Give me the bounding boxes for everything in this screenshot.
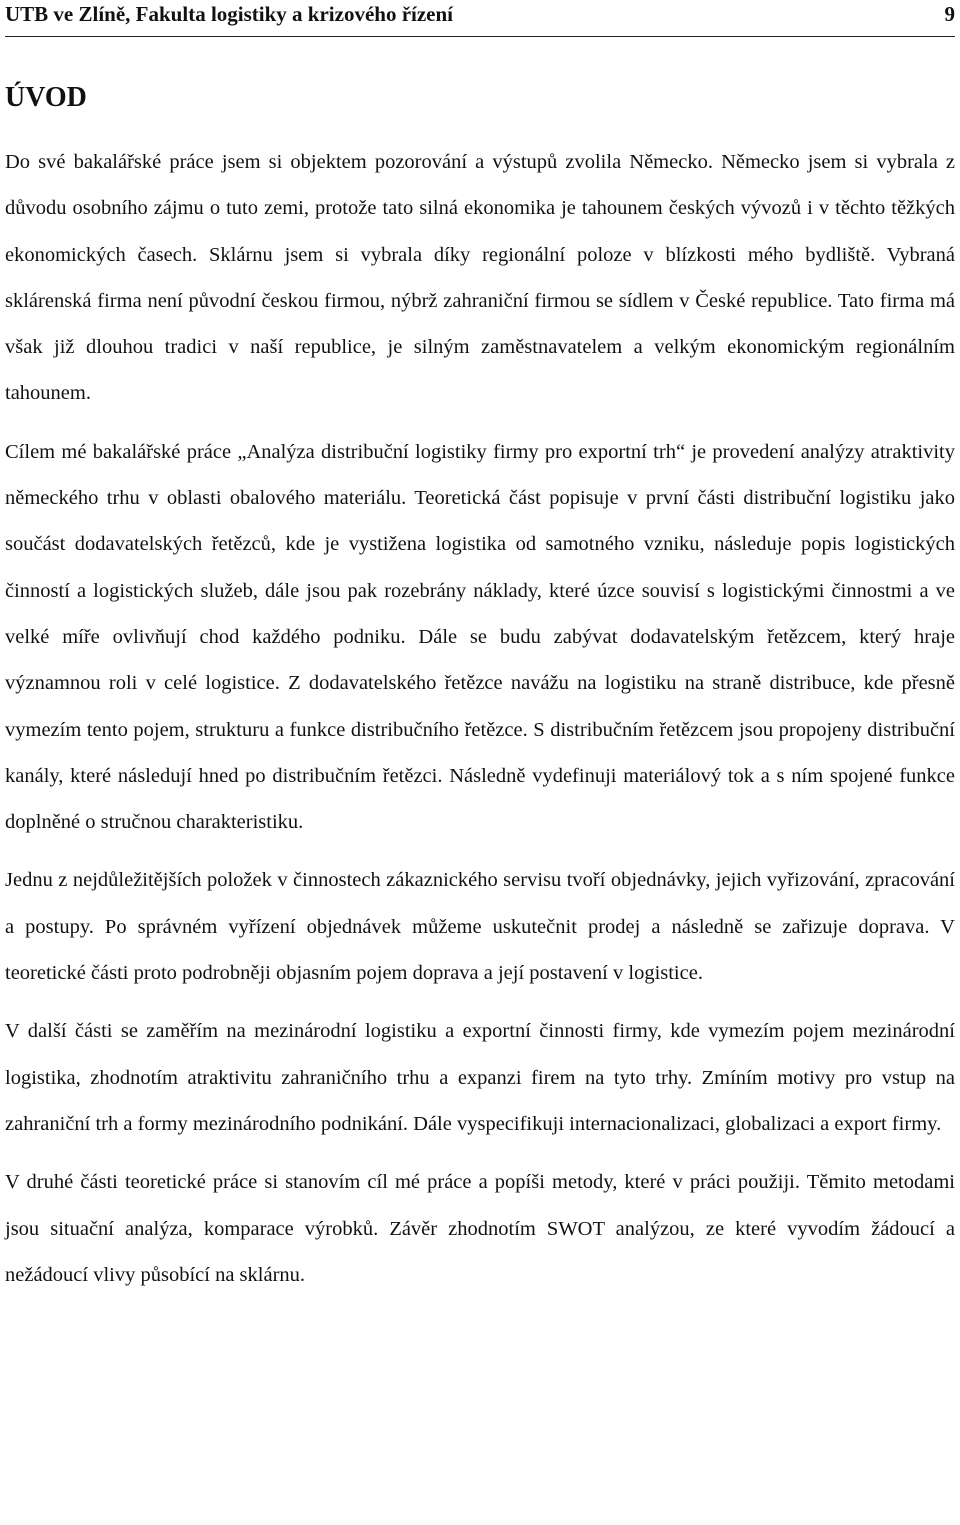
body-text bbox=[5, 139, 955, 1310]
paragraph-2: Cílem mé bakalářské práce „Analýza distribuční logistiky firmy pro exportní trh“ je provedení analýzy atraktivity německého trhu v oblasti obalového materiálu. Teoretická část popisuje v první části distribuční logistiku jako součást dodavatelských řetězců, kde je vystižena logistika od samotného vzniku, následuje popis logistických činností a logistických služeb, dále jsou pak rozebrány náklady, které úzce souvisí s logistickými činnostmi a ve velké míře ovlivňují chod každého podniku. Dále se budu zabývat dodavatelským řetězcem, který hraje významnou roli v celé logistice. Z dodavatelského řetězce navážu na logistiku na straně distribuce, kde přesně vymezím tento pojem, strukturu a funkce distribučního řetězce. S distribučním řetězcem jsou propojeny distribuční kanály, které následují hned po distribučním řetězci. Následně vydefinuji materiálový tok a s ním spojené funkce doplněné o stručnou charakteristiku. bbox=[5, 440, 955, 834]
paragraph-1: Do své bakalářské práce jsem si objektem pozorování a výstupů zvolila Německo. Německo jsem si vybrala z důvodu osobního zájmu o tuto zemi, protože tato silná ekonomika je tahounem českých vývozů i v těchto těžkých ekonomických časech. Sklárnu jsem si vybrala díky regionální poloze v blízkosti mého bydliště. Vybraná sklárenská firma není původní českou firmou, nýbrž zahraniční firmou se sídlem v České republice. Tato firma má však již dlouhou tradici v naší republice, je silným zaměstnavatelem a velkým ekonomickým regionálním tahounem. bbox=[5, 151, 955, 405]
header-title: UTB ve Zlíně, Fakulta logistiky a krizového řízení bbox=[5, 2, 454, 26]
paragraph-3: Jednu z nejdůležitějších položek v činnostech zákaznického servisu tvoří objednávky, jejich vyřizování, zpracování a postupy. Po správném vyřízení objednávek můžeme uskutečnit prodej a následně se zařizuje doprava. V teoretické části proto podrobněji objasním pojem doprava a její postavení v logistice. bbox=[5, 869, 955, 985]
paragraph-5: V druhé části teoretické práce si stanovím cíl mé práce a popíši metody, které v práci použiji. Těmito metodami jsou situační analýza, komparace výrobků. Závěr zhodnotím SWOT analýzou, ze které vyvodím žádoucí a nežádoucí vlivy působící na sklárnu. bbox=[5, 1171, 955, 1286]
page-number: 9 bbox=[944, 2, 955, 26]
document-page bbox=[5, 0, 955, 1286]
running-header bbox=[5, 0, 955, 37]
paragraph-4: V další části se zaměřím na mezinárodní logistiku a exportní činnosti firmy, kde vymezím pojem mezinárodní logistika, zhodnotím atraktivitu zahraničního trhu a expanzi firem na tyto trhy. Zmíním motivy pro vstup na zahraniční trh a formy mezinárodního podnikání. Dále vyspecifikuji internacionalizaci, globalizaci a export firmy. bbox=[5, 1020, 955, 1135]
chapter-title: ÚVOD bbox=[5, 82, 87, 113]
